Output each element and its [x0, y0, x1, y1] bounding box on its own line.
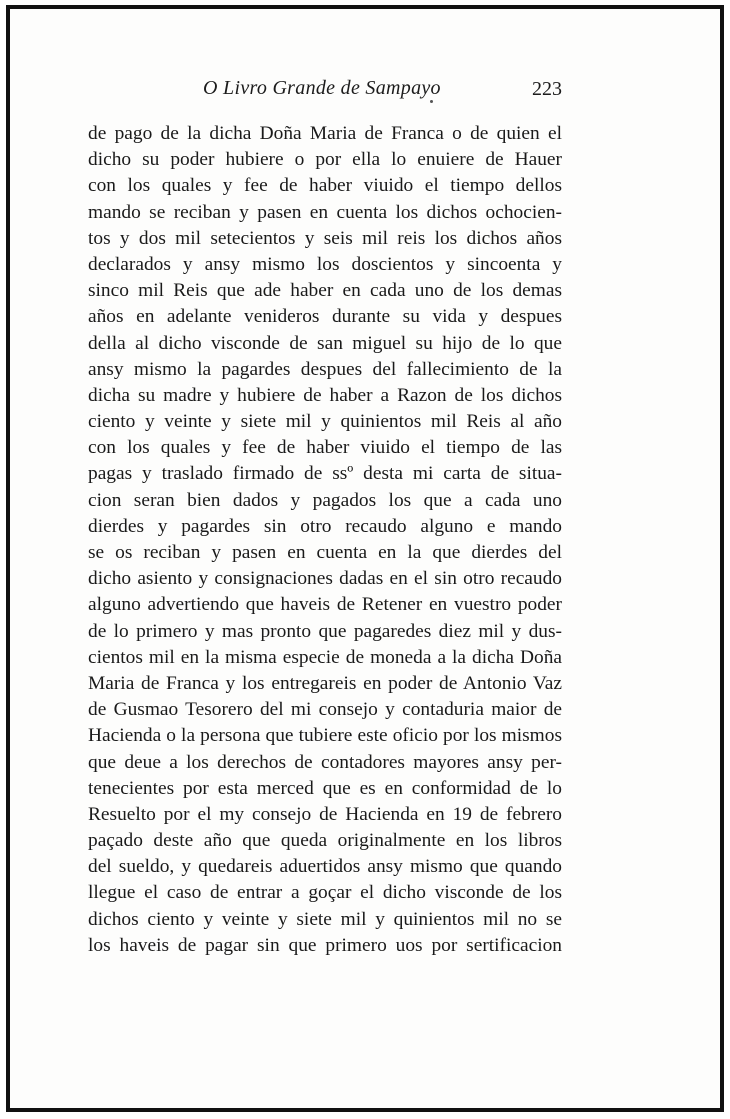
text-line: dicho su poder hubiere o por ella lo enuiere de Hauer	[88, 149, 562, 171]
text-line: pagas y traslado firmado de ssº desta mi carta de situa-	[88, 463, 562, 485]
text-line: que deue a los derechos de contadores mayores ansy per-	[88, 751, 562, 773]
text-line: con los quales y fee de haber viuido el tiempo dellos	[88, 175, 562, 197]
body-text	[88, 121, 562, 959]
text-line: Maria de Franca y los entregareis en poder de Antonio Vaz	[88, 672, 562, 694]
text-line: dichos ciento y veinte y siete mil y quinientos mil no se	[88, 908, 562, 930]
text-line: declarados y ansy mismo los doscientos y sincoenta y	[88, 253, 562, 275]
text-line: tos y dos mil setecientos y seis mil reis los dichos años	[88, 227, 562, 249]
text-line: de Gusmao Tesorero del mi consejo y contaduria maior de	[88, 699, 562, 721]
text-line: ansy mismo la pagardes despues del fallecimiento de la	[88, 358, 562, 380]
text-line: de pago de la dicha Doña Maria de Franca o de quien el	[88, 123, 562, 144]
running-head	[0, 77, 730, 107]
text-line: mando se reciban y pasen en cuenta los dichos ochocien-	[88, 201, 562, 223]
running-title: O Livro Grande de Sampayo	[203, 77, 441, 99]
text-line: se os reciban y pasen en cuenta en la que dierdes del	[88, 542, 562, 563]
page-number: 223	[532, 78, 562, 100]
text-line: con los quales y fee de haber viuido el tiempo de las	[88, 437, 562, 459]
text-line: Hacienda o la persona que tubiere este oficio por los mismos	[88, 725, 562, 747]
text-line: sinco mil Reis que ade haber en cada uno de los demas	[88, 280, 562, 302]
text-line: dicho asiento y consignaciones dadas en el sin otro recaudo	[88, 568, 562, 590]
text-line: de lo primero y mas pronto que pagaredes diez mil y dus-	[88, 620, 562, 642]
text-line: cientos mil en la misma especie de moneda a la dicha Doña	[88, 646, 562, 668]
text-line: cion seran bien dados y pagados los que a cada uno	[88, 489, 562, 511]
text-line: tenecientes por esta merced que es en conformidad de lo	[88, 777, 562, 799]
text-line: paçado deste año que queda originalmente en los libros	[88, 830, 562, 852]
text-line: años en adelante venideros durante su vida y despues	[88, 306, 562, 328]
text-line: llegue el caso de entrar a goçar el dicho visconde de los	[88, 882, 562, 904]
text-line: los haveis de pagar sin que primero uos por sertificacion	[88, 934, 562, 956]
text-line: della al dicho visconde de san miguel su hijo de lo que	[88, 332, 562, 354]
print-speck	[430, 100, 433, 103]
text-line: Resuelto por el my consejo de Hacienda en 19 de febrero	[88, 803, 562, 825]
text-line: alguno advertiendo que haveis de Retener en vuestro poder	[88, 594, 562, 616]
text-line: dicha su madre y hubiere de haber a Razon de los dichos	[88, 384, 562, 406]
text-line: del sueldo, y quedareis aduertidos ansy mismo que quando	[88, 856, 562, 878]
text-line: dierdes y pagardes sin otro recaudo alguno e mando	[88, 515, 562, 537]
text-line: ciento y veinte y siete mil y quinientos mil Reis al año	[88, 411, 562, 433]
